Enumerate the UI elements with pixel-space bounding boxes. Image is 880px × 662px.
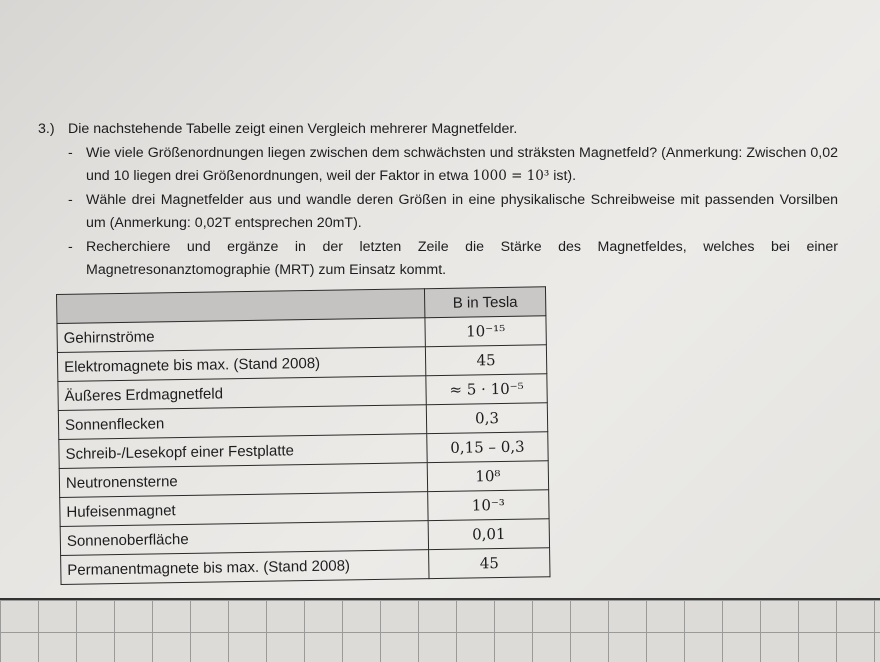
task-3 (38, 118, 838, 283)
table-header-unit: B in Tesla (424, 287, 545, 318)
row-value: 0,01 (428, 519, 549, 550)
row-label: Hufeisenmagnet (60, 492, 428, 527)
row-label: Gehirnströme (57, 318, 425, 353)
row-label: Sonnenoberfläche (60, 521, 428, 556)
task-bullet-1 (68, 142, 838, 189)
bullet-text (86, 142, 838, 189)
bullet-text: Recherchiere und ergänze in der letzten Zeile die Stärke des Magnetfeldes, welches bei einer Magnetresonanztomographie (MRT) zum Einsatz kommt. (86, 238, 838, 278)
task-number: 3.) (38, 121, 55, 137)
bullet-math: 1000 = 10³ (472, 168, 550, 184)
bullet-text-part: ist). (549, 168, 577, 184)
bullet-dash: - (68, 144, 73, 161)
row-value: 45 (425, 345, 546, 376)
task-bullet-list (68, 142, 838, 283)
magnetic-field-table (56, 286, 551, 585)
task-header (38, 118, 838, 142)
row-value: 10⁸ (427, 461, 548, 492)
row-label: Schreib-/Lesekopf einer Festplatte (59, 434, 427, 469)
row-value: ≈ 5 · 10⁻⁵ (426, 374, 547, 405)
row-label: Sonnenflecken (58, 405, 426, 440)
row-value: 45 (429, 548, 550, 579)
bullet-text-part: Wie viele Größenordnungen liegen zwischen dem schwächsten und sträksten Magnetfeld? (Anmerkung: Zwischen 0,02 und 10 liegen drei Größenordnungen, weil der Faktor in etwa (86, 144, 838, 184)
task-bullet-3 (68, 236, 838, 283)
row-label: Elektromagnete bis max. (Stand 2008) (57, 347, 425, 382)
graph-paper-grid (0, 598, 880, 662)
row-label: Neutronensterne (59, 463, 427, 498)
row-value: 0,3 (426, 403, 547, 434)
bullet-dash: - (68, 191, 73, 208)
row-label: Permanentmagnete bis max. (Stand 2008) (61, 550, 429, 585)
task-intro: Die nachstehende Tabelle zeigt einen Vergleich mehrerer Magnetfelder. (68, 121, 518, 137)
task-bullet-2 (68, 189, 838, 236)
row-label: Äußeres Erdmagnetfeld (58, 376, 426, 411)
bullet-dash: - (68, 238, 73, 255)
row-value: 10⁻¹⁵ (425, 316, 546, 347)
bullet-text: Wähle drei Magnetfelder aus und wandle deren Größen in eine physikalische Schreibweise mit passenden Vorsilben um (Anmerkung: 0,02T entsprechen 20mT). (86, 191, 838, 231)
row-value: 0,15 – 0,3 (427, 432, 548, 463)
row-value: 10⁻³ (428, 490, 549, 521)
